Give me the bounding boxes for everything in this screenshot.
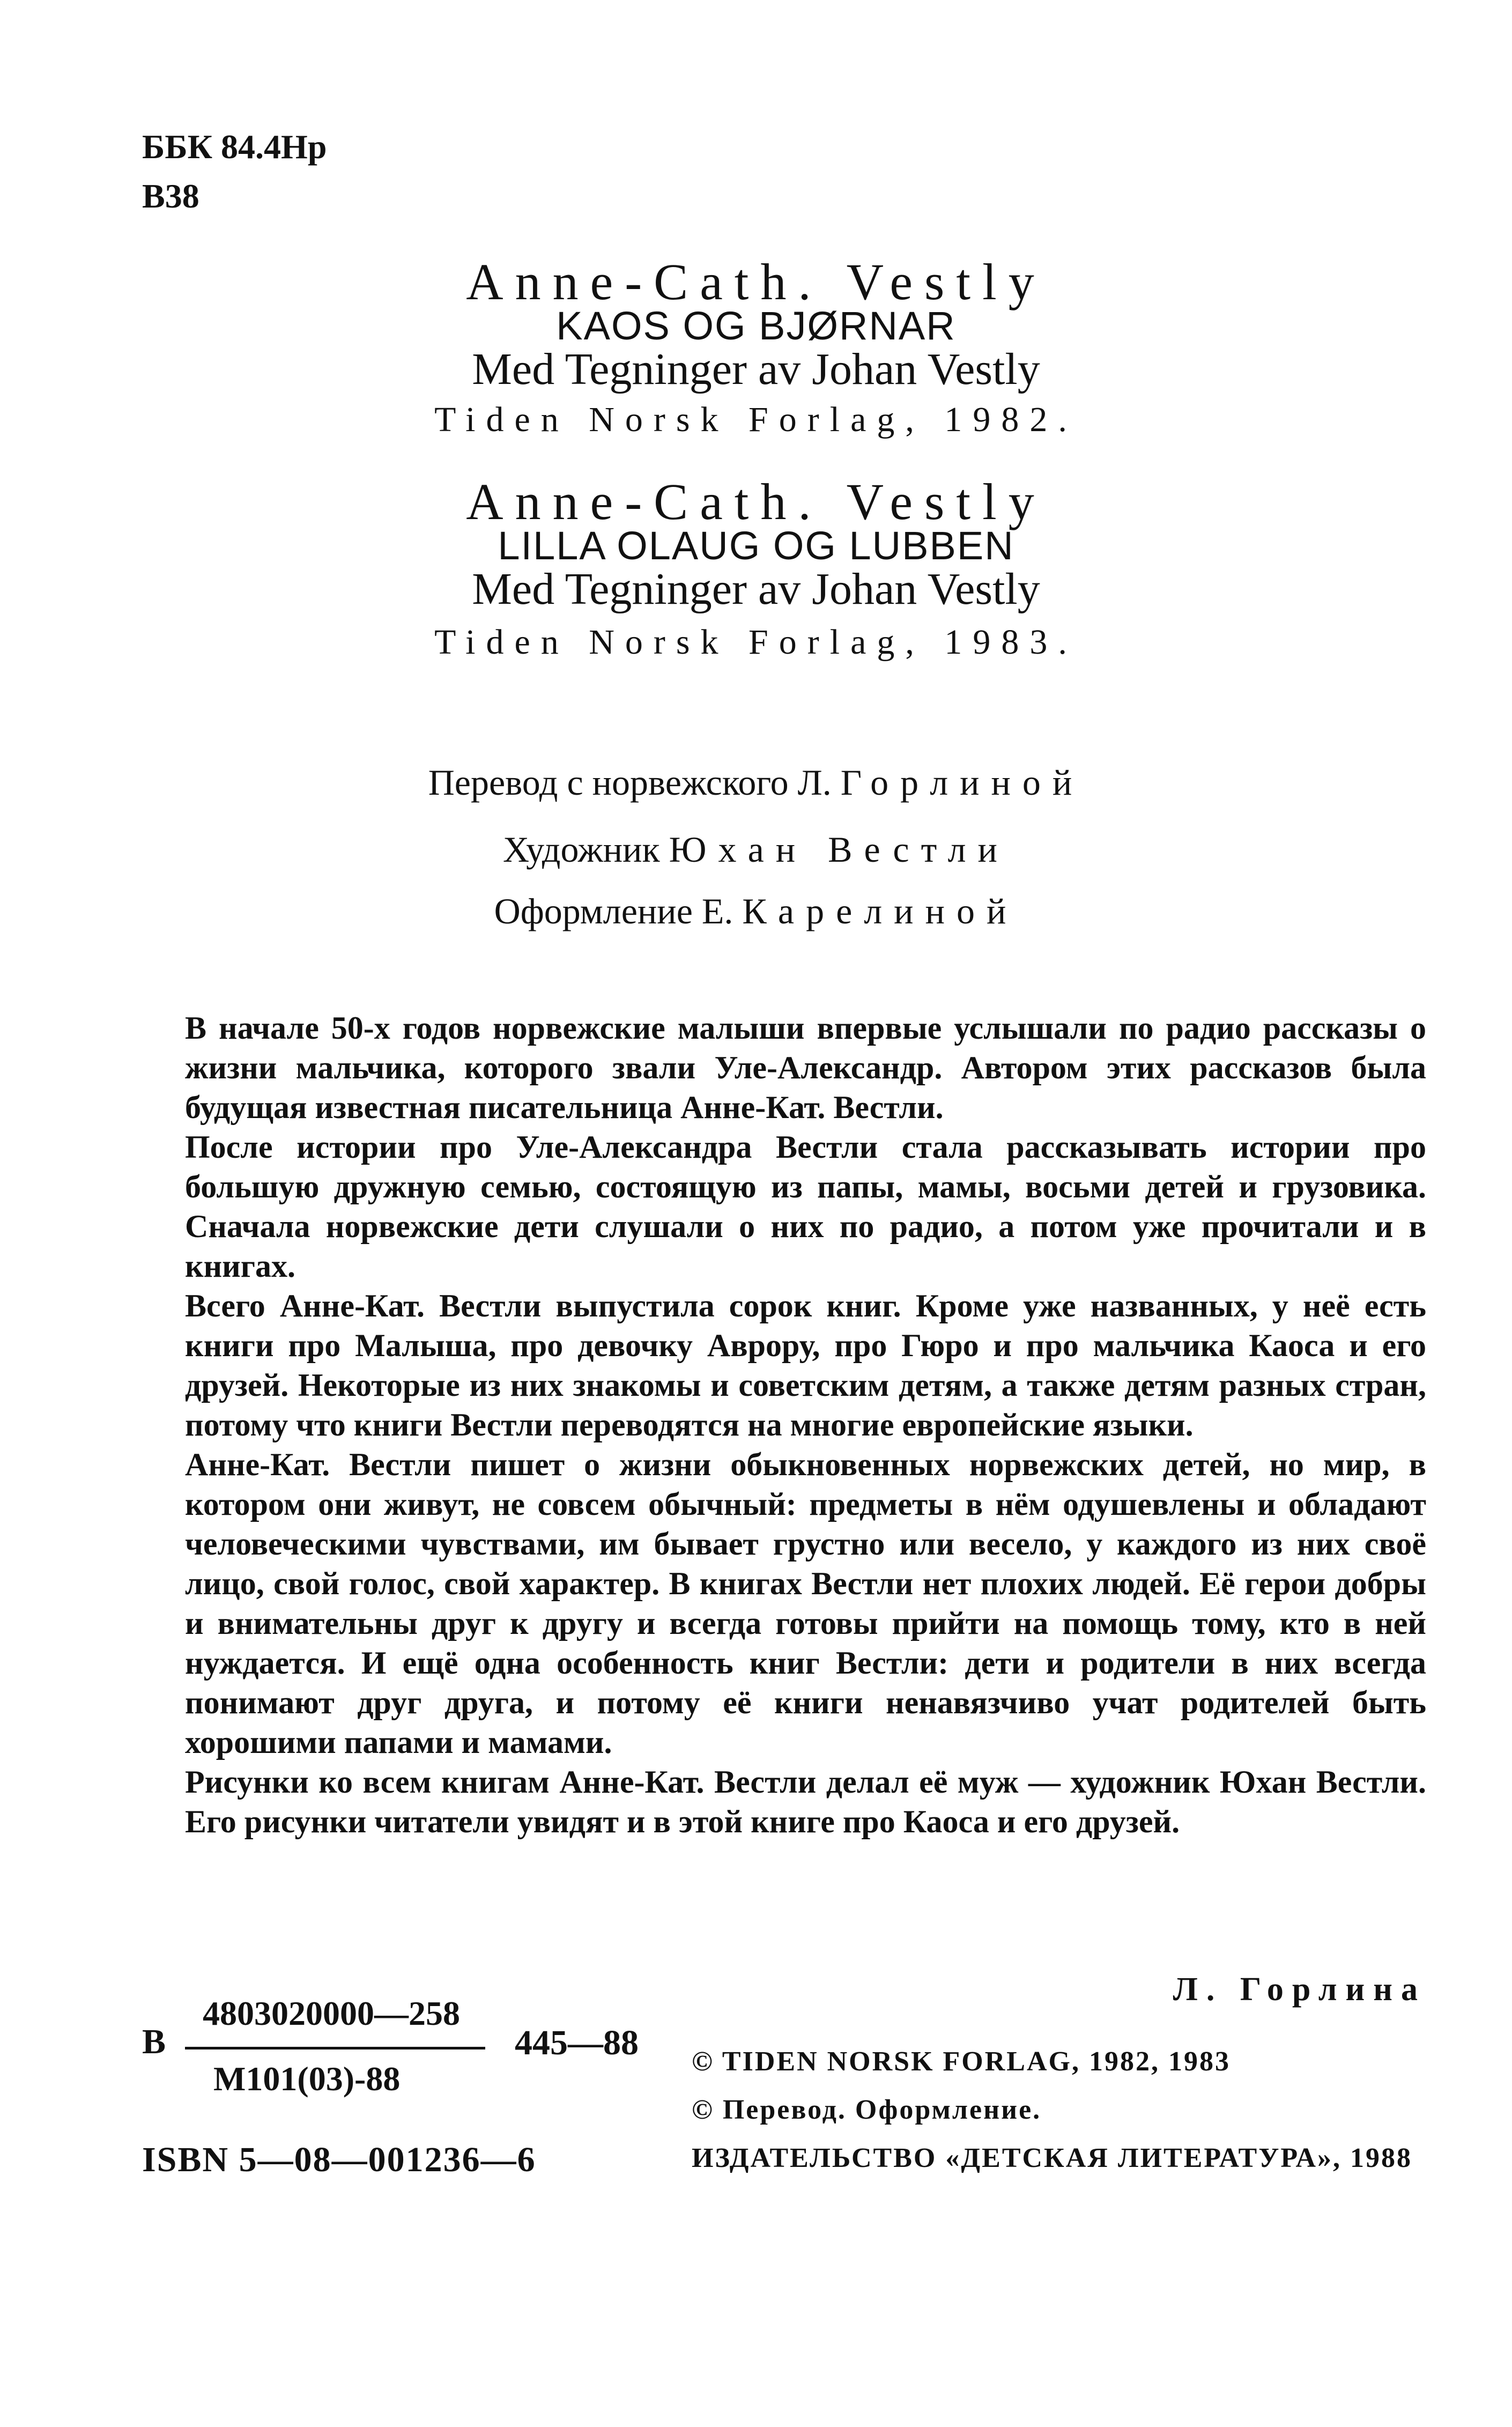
- index-side-code: 445—88: [515, 2023, 639, 2062]
- original-2-illustrations: Med Tegninger av Johan Vestly: [472, 564, 1040, 614]
- paragraph: Рисунки ко всем книгам Анне-Кат. Вестли делал её муж — художник Юхан Вестли. Его рисунки читатели увидят и в этой книге про Каоса и его друзей.: [185, 1764, 1426, 1839]
- original-1-author: Anne-Cath. Vestly: [466, 253, 1046, 310]
- artist-credit: [0, 828, 1512, 871]
- paragraph: В начале 50-х годов норвежские малыши впервые услышали по радио рассказы о жизни мальчика, которого звали Уле-Александр. Автором этих рассказов была будущая известная писательница Анне-Кат. Вестли.: [185, 1010, 1426, 1125]
- design-label: Оформление Е.: [494, 891, 733, 931]
- isbn: ISBN 5—08—001236—6: [142, 2140, 536, 2179]
- copyright-original: © TIDEN NORSK FORLAG, 1982, 1983: [692, 2046, 1231, 2077]
- translator-name: Горлиной: [840, 762, 1084, 803]
- index-numerator: 4803020000—258: [203, 1994, 460, 2032]
- paragraph: Анне-Кат. Вестли пишет о жизни обыкновенных норвежских детей, но мир, в котором они живут, не совсем обычный: предметы в нём одушевлены и обладают человеческими чувствами, им бывает грустно или весело, у каждого из них своё лицо, свой голос, свой характер. В книгах Вестли нет плохих людей. Её герои добры и внимательны друг к другу и всегда готовы прийти на помощь тому, кто в ней нуждается. И ещё одна особенность книг Вестли: дети и родители в них всегда понимают друг друга, и потому её книги ненавязчиво учат родителей быть хорошими папами и мамами.: [185, 1447, 1426, 1760]
- artist-label: Художник: [503, 829, 660, 870]
- translation-credit: [0, 761, 1512, 804]
- original-1-illustrations: Med Tegninger av Johan Vestly: [472, 344, 1040, 394]
- foreword: [185, 1008, 1426, 1841]
- author-sign-code: В38: [142, 177, 199, 215]
- foreword-signature: Л. Горлина: [1173, 1971, 1426, 2008]
- original-2-author: Anne-Cath. Vestly: [466, 473, 1046, 530]
- copyright-publisher: ИЗДАТЕЛЬСТВО «ДЕТСКАЯ ЛИТЕРАТУРА», 1988: [692, 2143, 1413, 2173]
- original-2-publisher: Tiden Norsk Forlag, 1983.: [434, 623, 1078, 662]
- paragraph: Всего Анне-Кат. Вестли выпустила сорок книг. Кроме уже названных, у неё есть книги про Малыша, про девочку Аврору, про Гюро и про мальчика Каоса и его друзей. Некоторые из них знакомы и советским детям, а также детям разных стран, потому что книги Вестли переводятся на многие европейские языки.: [185, 1288, 1426, 1442]
- original-1-publisher: Tiden Norsk Forlag, 1982.: [434, 400, 1078, 439]
- classification-block: [142, 122, 327, 221]
- index-denominator: М101(03)-88: [213, 2060, 401, 2098]
- index-fraction-line: [185, 2047, 485, 2049]
- artist-name: Юхан Вестли: [669, 829, 1009, 870]
- copyright-translation: © Перевод. Оформление.: [692, 2095, 1042, 2125]
- design-credit: [0, 890, 1512, 933]
- translation-label: Перевод с норвежского Л.: [428, 762, 832, 803]
- original-2-title: LILLA OLAUG OG LUBBEN: [498, 523, 1014, 568]
- index-letter: В: [142, 2022, 166, 2061]
- original-1-title: KAOS OG BJØRNAR: [556, 304, 956, 348]
- bbk-code: ББК 84.4Нр: [142, 128, 327, 166]
- paragraph: После истории про Уле-Александра Вестли стала рассказывать истории про большую дружную семью, состоящую из папы, мамы, восьми детей и грузовика. Сначала норвежские дети слушали о них по радио, а потом уже прочитали и в книгах.: [185, 1129, 1426, 1284]
- designer-name: Карелиной: [742, 891, 1018, 931]
